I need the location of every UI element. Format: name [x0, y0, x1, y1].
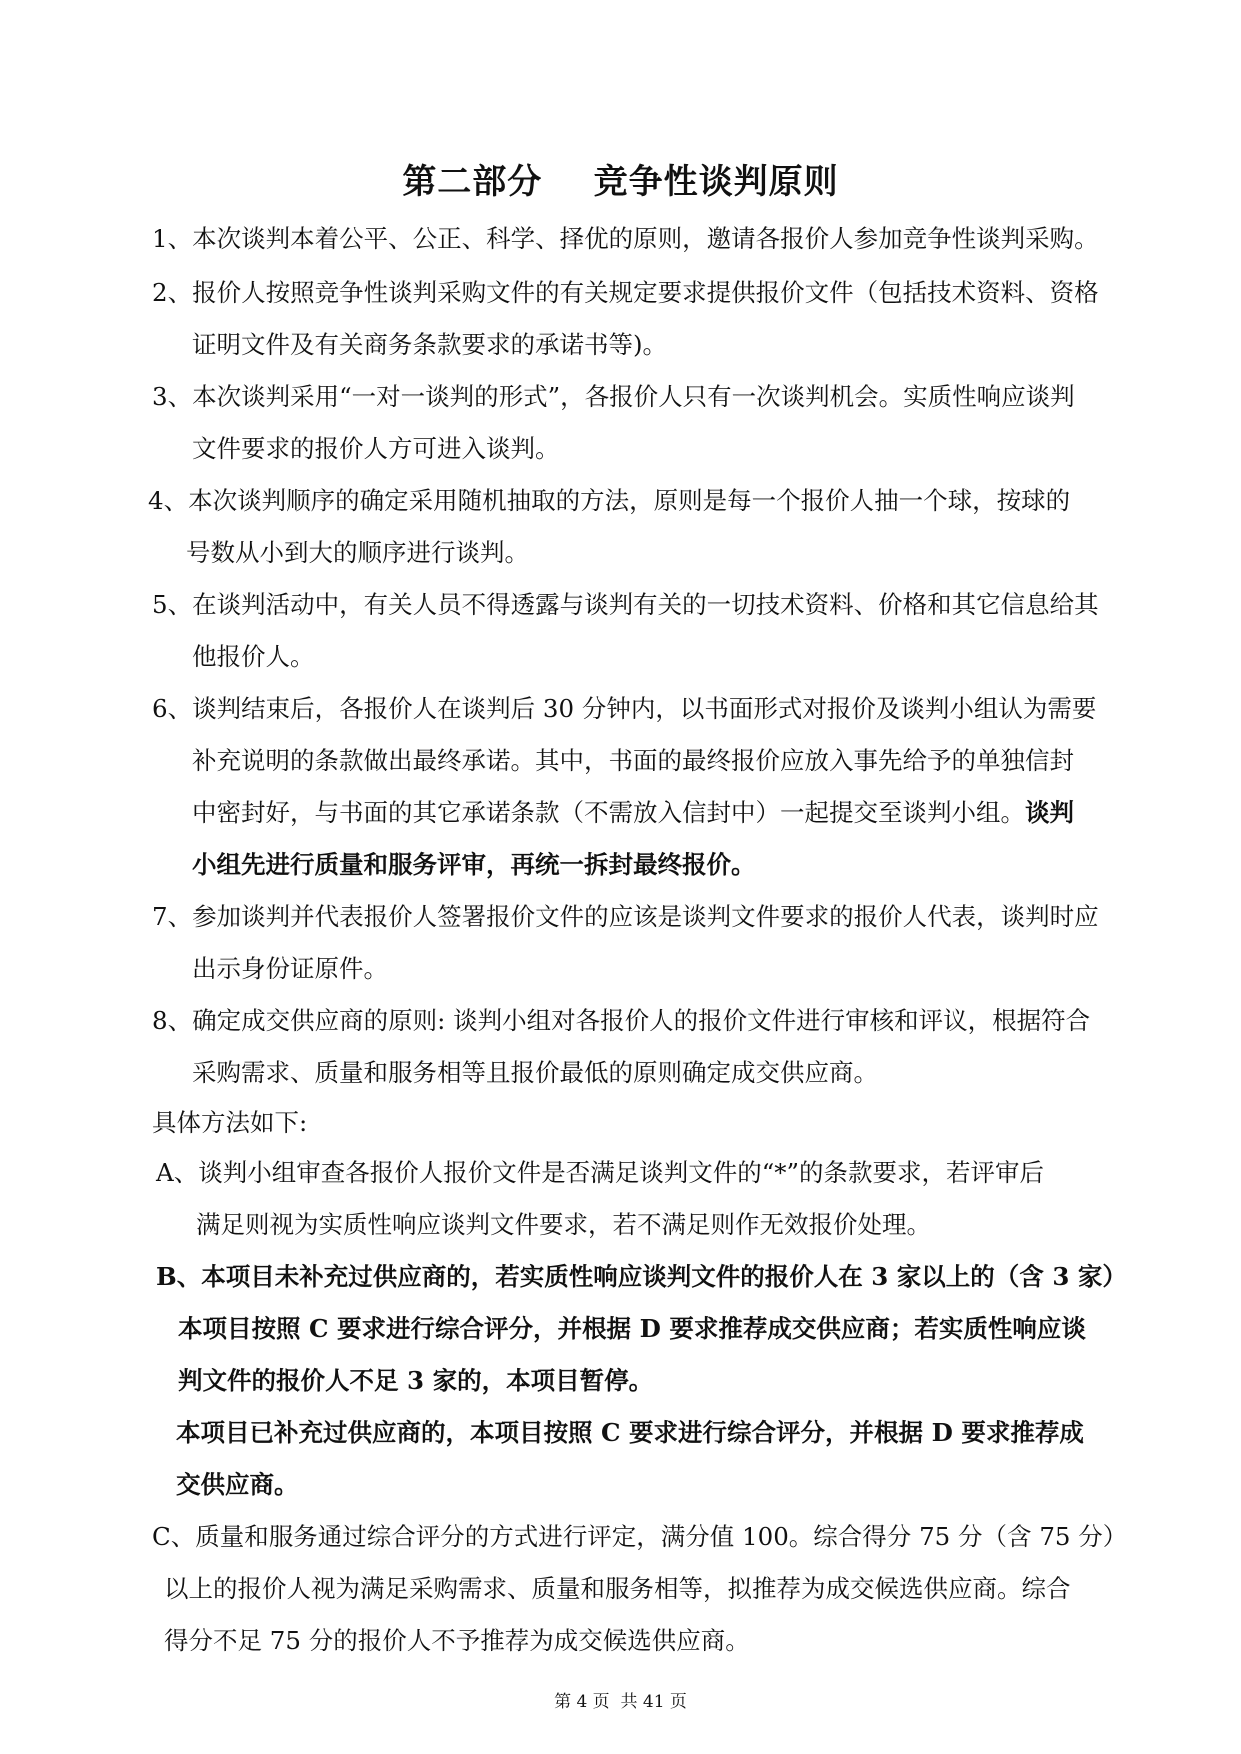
clause-4: 4、本次谈判顺序的确定采用随机抽取的方法，原则是每一个报价人抽一个球，按球的 [148, 486, 1071, 515]
clause-6-text: 中密封好，与书面的其它承诺条款（不需放入信封中）一起提交至谈判小组。 [192, 798, 1025, 827]
method-c-cont-1: 以上的报价人视为满足采购需求、质量和服务相等，拟推荐为成交候选供应商。综合 [164, 1574, 1071, 1603]
method-heading: 具体方法如下: [152, 1108, 308, 1137]
clause-6-cont-1: 补充说明的条款做出最终承诺。其中，书面的最终报价应放入事先给予的单独信封 [192, 746, 1074, 775]
clause-6-bold-start: 谈判 [1025, 798, 1074, 827]
page-footer: 第 4 页 共 41 页 [554, 1692, 687, 1712]
page-title: 第二部分 竞争性谈判原则 [402, 162, 839, 202]
clause-6: 6、谈判结束后，各报价人在谈判后 30 分钟内，以书面形式对报价及谈判小组认为需要 [152, 694, 1097, 723]
method-b-alt-cont: 交供应商。 [176, 1470, 299, 1499]
clause-5: 5、在谈判活动中，有关人员不得透露与谈判有关的一切技术资料、价格和其它信息给其 [152, 590, 1099, 619]
method-b-cont-1: 本项目按照 C 要求进行综合评分，并根据 D 要求推荐成交供应商；若实质性响应谈 [178, 1314, 1086, 1343]
method-c: C、质量和服务通过综合评分的方式进行评定，满分值 100。综合得分 75 分（含 75 分） [152, 1522, 1128, 1551]
clause-2-cont: 证明文件及有关商务条款要求的承诺书等)。 [192, 330, 668, 359]
method-b: B、本项目未补充过供应商的，若实质性响应谈判文件的报价人在 3 家以上的（含 3 家） [156, 1262, 1127, 1291]
method-b-alt: 本项目已补充过供应商的，本项目按照 C 要求进行综合评分，并根据 D 要求推荐成 [176, 1418, 1084, 1447]
clause-7-cont: 出示身份证原件。 [192, 954, 388, 983]
clause-5-cont: 他报价人。 [192, 642, 315, 671]
method-a: A、谈判小组审查各报价人报价文件是否满足谈判文件的“*”的条款要求，若评审后 [156, 1158, 1044, 1187]
clause-1: 1、本次谈判本着公平、公正、科学、择优的原则，邀请各报价人参加竞争性谈判采购。 [152, 224, 1099, 253]
clause-8-cont: 采购需求、质量和服务相等且报价最低的原则确定成交供应商。 [192, 1058, 878, 1087]
clause-6-bold: 小组先进行质量和服务评审，再统一拆封最终报价。 [192, 850, 756, 879]
clause-8: 8、确定成交供应商的原则: 谈判小组对各报价人的报价文件进行审核和评议，根据符合 [152, 1006, 1091, 1035]
clause-3-cont: 文件要求的报价人方可进入谈判。 [192, 434, 560, 463]
method-b-cont-2: 判文件的报价人不足 3 家的，本项目暂停。 [178, 1366, 654, 1395]
clause-3: 3、本次谈判采用“一对一谈判的形式”，各报价人只有一次谈判机会。实质性响应谈判 [152, 382, 1075, 411]
method-a-cont: 满足则视为实质性响应谈判文件要求，若不满足则作无效报价处理。 [196, 1210, 931, 1239]
clause-4-cont: 号数从小到大的顺序进行谈判。 [186, 538, 529, 567]
clause-6-cont-2 [192, 796, 1074, 830]
clause-2: 2、报价人按照竞争性谈判采购文件的有关规定要求提供报价文件（包括技术资料、资格 [152, 278, 1099, 307]
method-c-cont-2: 得分不足 75 分的报价人不予推荐为成交候选供应商。 [164, 1626, 750, 1655]
clause-7: 7、参加谈判并代表报价人签署报价文件的应该是谈判文件要求的报价人代表，谈判时应 [152, 902, 1099, 931]
